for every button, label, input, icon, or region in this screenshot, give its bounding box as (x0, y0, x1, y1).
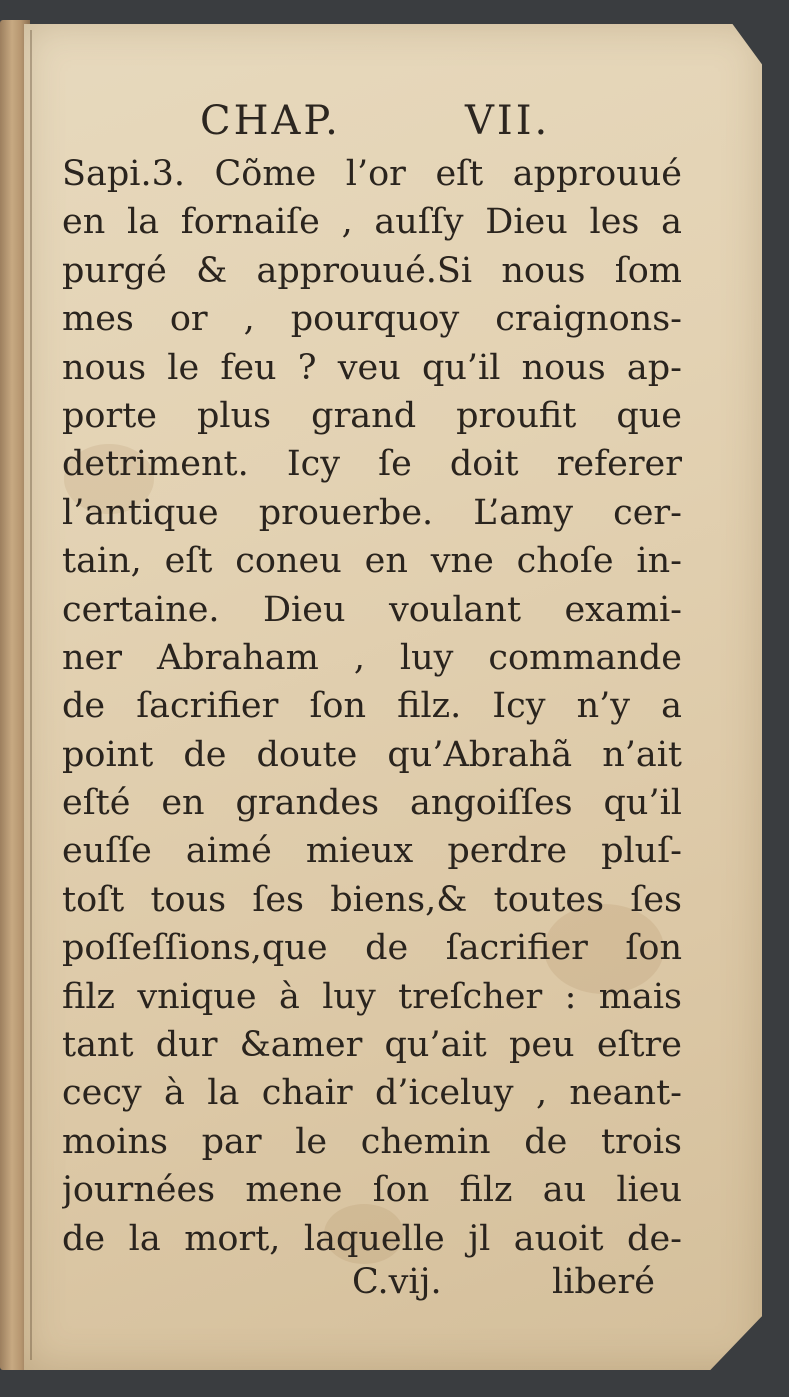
text-line: tant dur &amer qu’ait peu eſtre (62, 1025, 682, 1066)
text-line: certaine. Dieu voulant exami- (62, 589, 682, 630)
text-line: en la fornaiſe , auſſy Dieu les a (62, 202, 682, 243)
text-line: cecy à la chair d’iceluy , neant- (62, 1073, 682, 1114)
text-line: l’antique prouerbe. L’amy cer- (62, 492, 682, 533)
text-line: detriment. Icy ſe doit referer (62, 444, 682, 485)
text-line: nous le feu ? veu qu’il nous ap- (62, 347, 682, 388)
text-line: toſt tous ſes biens,& toutes ſes (62, 879, 682, 920)
page-footer (0, 1262, 789, 1312)
signature-mark: C.vij. (352, 1262, 442, 1302)
text-line: porte plus grand proufit que (62, 395, 682, 436)
text-line: point de doute qu’Abrahã n’ait (62, 734, 682, 775)
text-line: ner Abraham , luy commande (62, 637, 682, 678)
catchword: liberé (552, 1262, 655, 1302)
text-line: eſté en grandes angoiſſes qu’il (62, 783, 682, 824)
chapter-label: CHAP. (200, 98, 341, 144)
text-line: moins par le chemin de trois (62, 1121, 682, 1162)
text-line: Sapi.3. Cõme l’or eſt approuué (62, 154, 682, 194)
text-line: poſſeſſions,que de ſacrifier ſon (62, 928, 682, 969)
running-header (0, 98, 789, 150)
text-line: filz vnique à luy treſcher : mais (62, 976, 682, 1017)
text-line: purgé & approuué.Si nous ſom (62, 250, 682, 291)
text-line: mes or , pourquoy craignons- (62, 299, 682, 340)
chapter-number: VII. (465, 98, 551, 144)
text-line: de ſacrifier ſon filz. Icy n’y a (62, 686, 682, 727)
page-gutter-line (30, 30, 32, 1360)
text-line: euſſe aimé mieux perdre pluſ- (62, 831, 682, 872)
page-body-text (62, 150, 682, 1263)
text-line: tain, eſt coneu en vne choſe in- (62, 541, 682, 582)
text-line: journées mene ſon filz au lieu (62, 1170, 682, 1211)
text-line: de la mort, laquelle jl auoit de- (62, 1218, 682, 1259)
